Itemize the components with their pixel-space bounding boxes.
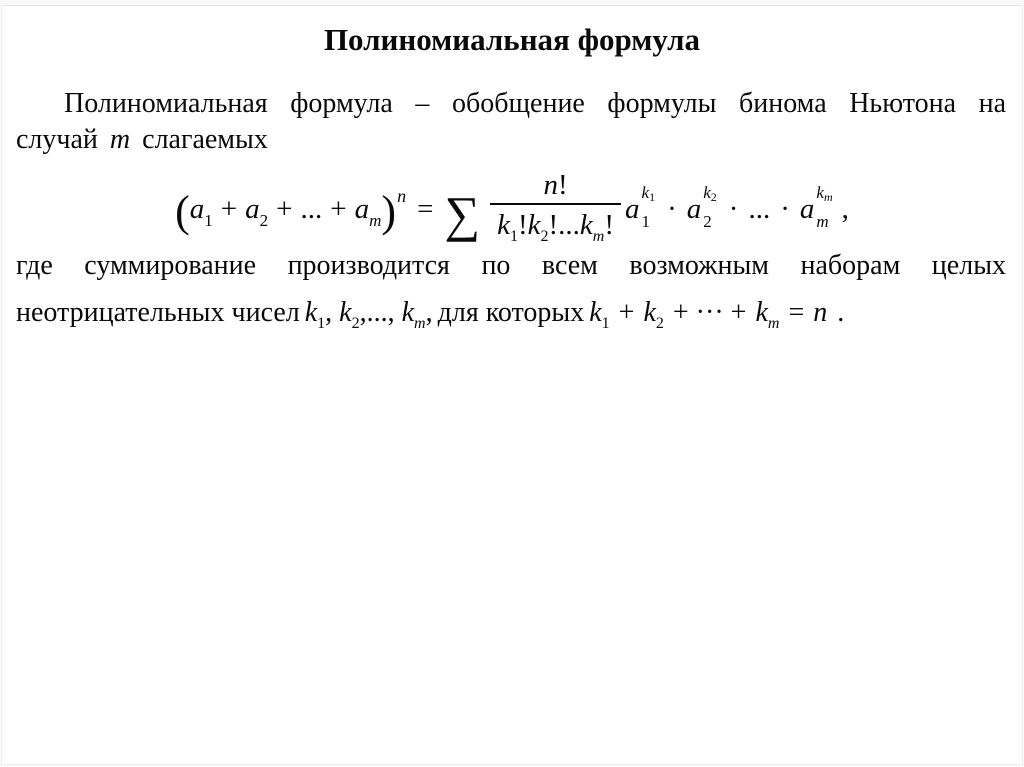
- sup-sub-2: 2: [710, 190, 717, 204]
- var-k1: k: [497, 208, 510, 241]
- close-paren: ): [381, 187, 397, 236]
- sub-m: m: [767, 315, 780, 332]
- var-a: a: [799, 193, 815, 225]
- separator: ,: [425, 297, 433, 328]
- sub-m: m: [414, 315, 426, 332]
- var-km: k: [579, 208, 593, 241]
- factorial-sign: !: [604, 208, 615, 241]
- sub-1: 1: [317, 315, 326, 332]
- var-k: k: [643, 297, 656, 328]
- subscript-m: m: [816, 212, 829, 231]
- var-k: k: [304, 297, 318, 328]
- plus-op: +: [220, 193, 238, 225]
- factorial-dots: !...: [548, 208, 580, 241]
- var-k: k: [641, 183, 650, 202]
- var-k2: k: [527, 208, 541, 241]
- power-n: n: [397, 186, 407, 206]
- superscript-k2: [703, 184, 717, 206]
- var-k: k: [339, 297, 352, 328]
- separator: ,: [325, 297, 333, 328]
- sub-2: 2: [259, 211, 269, 230]
- fraction-numerator: [490, 168, 621, 203]
- var-m: m: [109, 124, 131, 155]
- sup-sub-m: m: [823, 190, 833, 204]
- superscript-k1: [642, 184, 656, 206]
- ellipsis: ...: [300, 193, 323, 225]
- open-paren: (: [175, 187, 190, 236]
- slide-title: Полиномиальная формула: [323, 22, 701, 57]
- factor-scripts: [816, 184, 832, 231]
- paragraph-1-line-1: Полиномиальная формула – обобщение формулы бинома Ньютона на: [64, 88, 1006, 119]
- var-a1: a: [189, 193, 205, 225]
- factorial-sign: !: [557, 168, 568, 201]
- sub-2: 2: [540, 227, 549, 245]
- sub-1: 1: [509, 227, 518, 245]
- plus-op: +: [330, 193, 347, 225]
- var-k: k: [401, 297, 415, 328]
- paragraph-2-line-2: [16, 290, 1006, 347]
- plus-op: +: [618, 297, 635, 328]
- factor-a2: [686, 183, 719, 231]
- factor-scripts: [642, 184, 656, 231]
- var-a: a: [686, 193, 702, 225]
- var-n: n: [543, 168, 558, 201]
- cdot-op: ·: [728, 193, 739, 225]
- equals-sign: =: [417, 193, 434, 225]
- slide: [1, 5, 1023, 765]
- separator: ,...,: [359, 297, 395, 328]
- equals-sign: =: [788, 297, 805, 328]
- period: .: [837, 297, 845, 328]
- ellipsis: ...: [748, 193, 771, 225]
- var-a: a: [625, 193, 640, 225]
- math-k-list: [304, 297, 433, 332]
- sub-m: m: [592, 227, 605, 245]
- plus-dots-op: + ··· +: [672, 297, 747, 328]
- factor-a1: [625, 183, 657, 231]
- subscript-2: 2: [703, 212, 712, 231]
- sub-1: 1: [204, 211, 213, 230]
- var-k: k: [755, 297, 768, 328]
- var-k: k: [703, 183, 711, 202]
- cdot-op: ·: [667, 193, 677, 225]
- factorial-sign: !: [517, 208, 528, 241]
- text-nonnegative: неотрицательных чисел: [16, 297, 300, 328]
- polynomial-formula: [2, 148, 1022, 244]
- fraction: [490, 168, 621, 255]
- sub-1: 1: [601, 315, 610, 332]
- var-n: n: [813, 297, 828, 328]
- comma: ,: [841, 193, 849, 225]
- factor-am: [799, 183, 835, 231]
- var-am: a: [354, 193, 370, 225]
- sub-m: m: [369, 211, 382, 230]
- sub-2: 2: [655, 315, 664, 332]
- math-k-sum: [589, 297, 828, 332]
- sup-sub-1: 1: [649, 190, 656, 204]
- text-terms: слагаемых: [142, 124, 268, 155]
- cdot-op: ·: [780, 193, 790, 225]
- text-case: случай: [16, 124, 98, 155]
- var-k: k: [816, 183, 824, 202]
- var-k: k: [589, 297, 602, 328]
- sigma-sum-icon: ∑: [444, 186, 481, 242]
- sub-2: 2: [351, 315, 360, 332]
- text-for-which: для которых: [437, 297, 585, 328]
- plus-op: +: [276, 193, 293, 225]
- superscript-km: [816, 184, 832, 206]
- var-a2: a: [245, 193, 260, 225]
- subscript-1: 1: [641, 212, 651, 231]
- paragraph-2-line-1: где суммирование производится по всем возможным наборам целых: [16, 250, 1006, 281]
- factor-scripts: [703, 184, 717, 231]
